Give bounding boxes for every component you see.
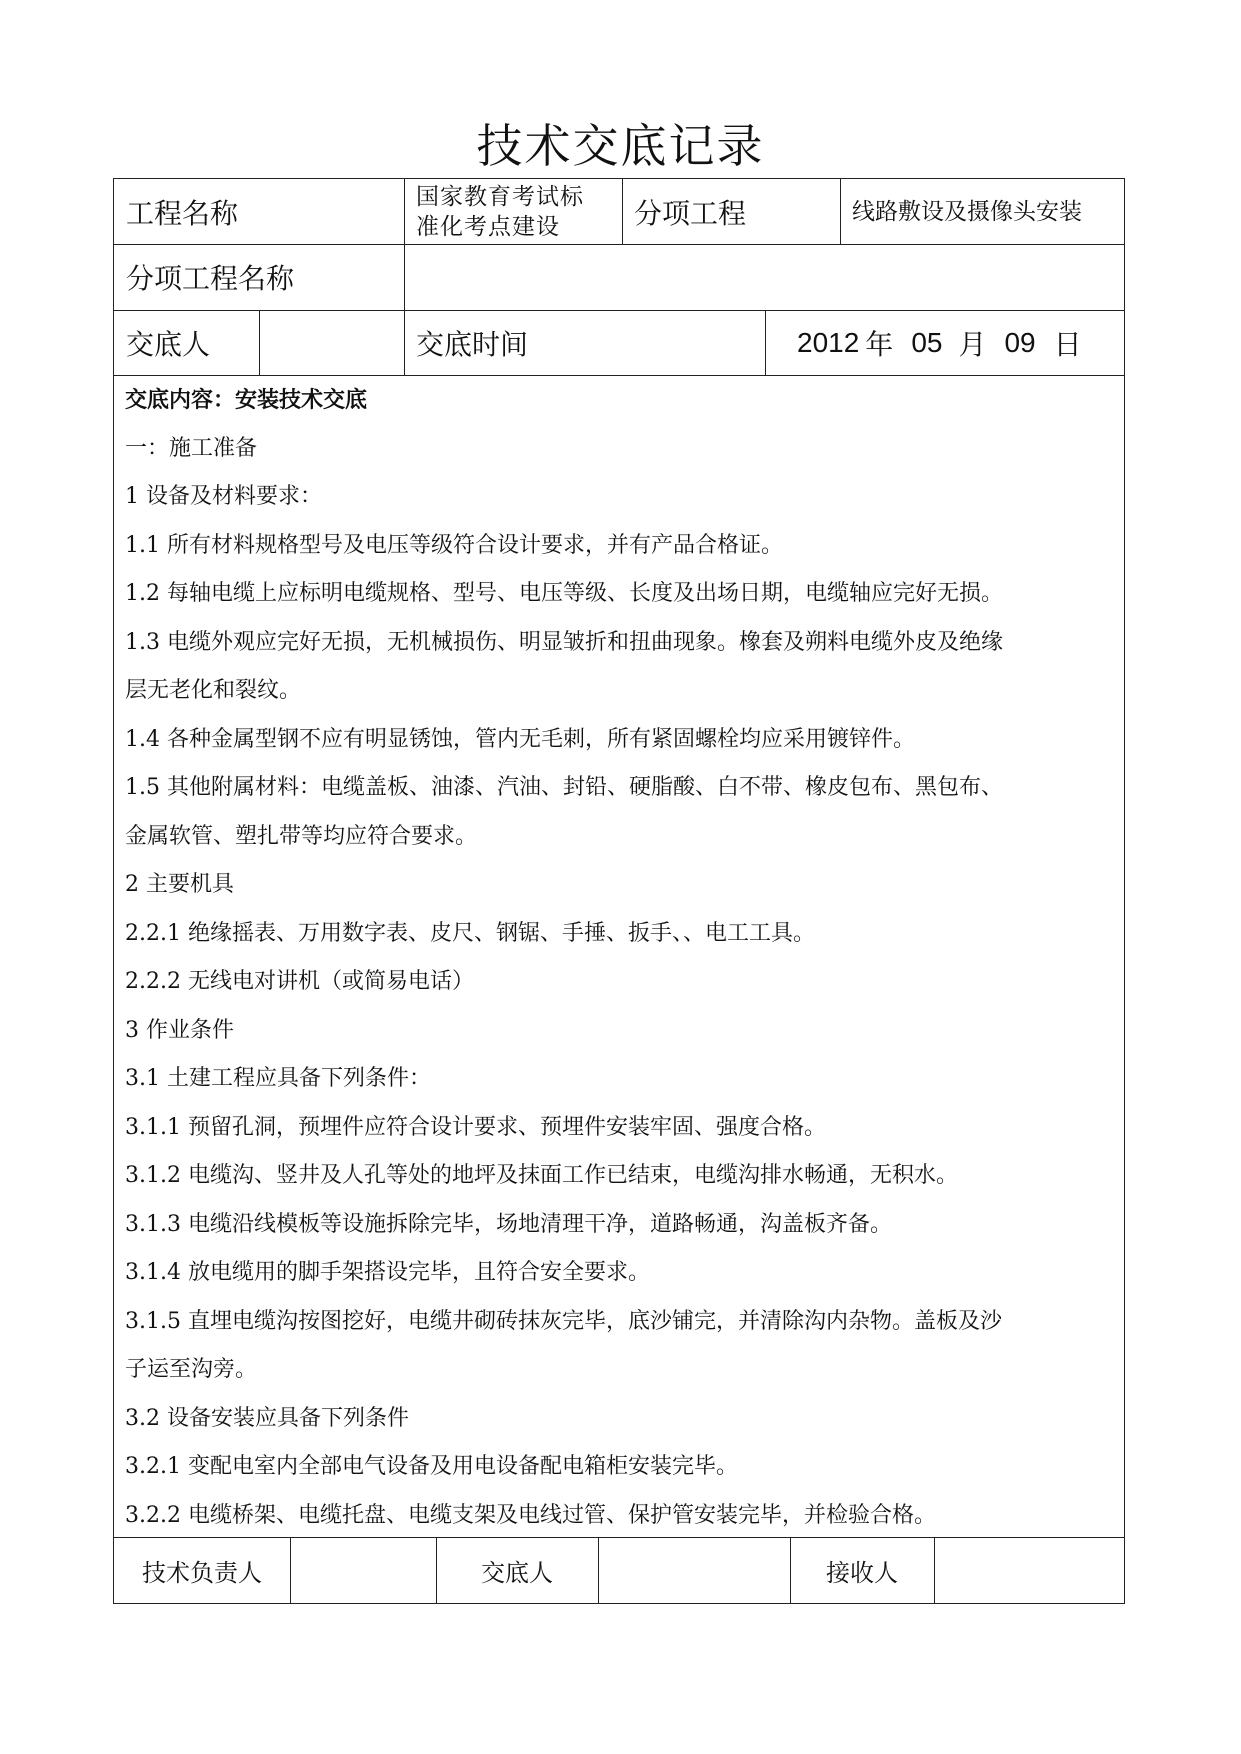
content-line: 3 作业条件 — [125, 1017, 234, 1043]
sig-handover-value — [598, 1537, 790, 1603]
content-line: 1.3 电缆外观应完好无损，无机械损伤、明显皱折和扭曲现象。橡套及朔料电缆外皮及绝缘 — [125, 629, 1003, 655]
content-line: 一：施工准备 — [125, 435, 258, 461]
project-name-line1: 国家教育考试标 — [416, 183, 584, 210]
content-line: 1.4 各种金属型钢不应有明显锈蚀，管内无毛刺，所有紧固螺栓均应采用镀锌件。 — [125, 726, 915, 752]
receiver-value — [934, 1537, 1124, 1603]
content-line: 1.2 每轴电缆上应标明电缆规格、型号、电压等级、长度及出场日期，电缆轴应完好无损。 — [125, 581, 1003, 606]
project-name-label: 工程名称 — [126, 196, 239, 230]
content-heading: 交底内容：安装技术交底 — [125, 387, 368, 413]
content-line: 3.1.3 电缆沿线模板等设施拆除完毕，场地清理干净，道路畅通，沟盖板齐备。 — [125, 1211, 892, 1237]
content-line: 3.1.1 预留孔洞，预埋件应符合设计要求、预埋件安装牢固、强度合格。 — [125, 1114, 826, 1140]
handover-date — [765, 310, 1124, 375]
tech-lead-label: 技术负责人 — [142, 1558, 262, 1587]
sub-project-label: 分项工程 — [634, 196, 747, 230]
content-line: 2.2.2 无线电对讲机（或简易电话） — [125, 969, 474, 994]
date-year: 2012 — [797, 326, 860, 358]
content-line: 金属软管、塑扎带等均应符合要求。 — [125, 823, 478, 849]
content-line: 3.2.2 电缆桥架、电缆托盘、电缆支架及电线过管、保护管安装完毕，并检验合格。 — [125, 1502, 936, 1528]
content-line: 3.2 设备安装应具备下列条件 — [125, 1405, 409, 1431]
content-line: 2.2.1 绝缘摇表、万用数字表、皮尺、钢锯、手捶、扳手、、电工工具。 — [125, 920, 815, 946]
receiver-label: 接收人 — [826, 1558, 898, 1587]
sig-handover-label: 交底人 — [481, 1558, 553, 1587]
content-line: 2 主要机具 — [125, 872, 234, 897]
content-line: 3.1 土建工程应具备下列条件： — [125, 1066, 431, 1091]
handover-person-value — [259, 310, 404, 375]
handover-person-label: 交底人 — [126, 327, 211, 361]
handover-time-label: 交底时间 — [416, 327, 529, 361]
content-line: 3.1.4 放电缆用的脚手架搭设完毕，且符合安全要求。 — [125, 1260, 650, 1285]
project-name-line2: 准化考点建设 — [416, 213, 560, 240]
sub-project-value: 线路敷设及摄像头安装 — [852, 198, 1082, 225]
content-line: 层无老化和裂纹。 — [125, 678, 302, 703]
sub-project-name-label: 分项工程名称 — [126, 262, 295, 295]
date-month: 05 — [911, 326, 943, 358]
project-name-value — [404, 179, 622, 244]
date-day-unit: 日 — [1053, 327, 1082, 361]
tech-lead-value — [290, 1537, 436, 1603]
handover-content — [125, 376, 1115, 1540]
content-line: 1 设备及材料要求： — [125, 484, 322, 509]
content-line: 3.1.2 电缆沟、竖井及人孔等处的地坪及抹面工作已结束，电缆沟排水畅通，无积水。 — [125, 1163, 958, 1188]
content-line: 3.1.5 直埋电缆沟按图挖好，电缆井砌砖抹灰完毕，底沙铺完，并清除沟内杂物。盖板及沙 — [125, 1308, 1002, 1334]
content-line: 1.1 所有材料规格型号及电压等级符合设计要求，并有产品合格证。 — [125, 532, 783, 558]
date-day: 09 — [1004, 326, 1036, 358]
date-month-unit: 月 — [958, 327, 987, 361]
content-line: 子运至沟旁。 — [125, 1357, 258, 1382]
date-year-unit: 年 — [865, 327, 894, 361]
content-line: 3.2.1 变配电室内全部电气设备及用电设备配电箱柜安装完毕。 — [125, 1454, 738, 1479]
document-title: 技术交底记录 — [476, 119, 765, 173]
sub-project-name-value — [404, 244, 1124, 310]
content-line: 1.5 其他附属材料：电缆盖板、油漆、汽油、封铅、硬脂酸、白不带、橡皮包布、黑包布、 — [125, 775, 1003, 800]
content-lines — [125, 425, 1115, 1541]
